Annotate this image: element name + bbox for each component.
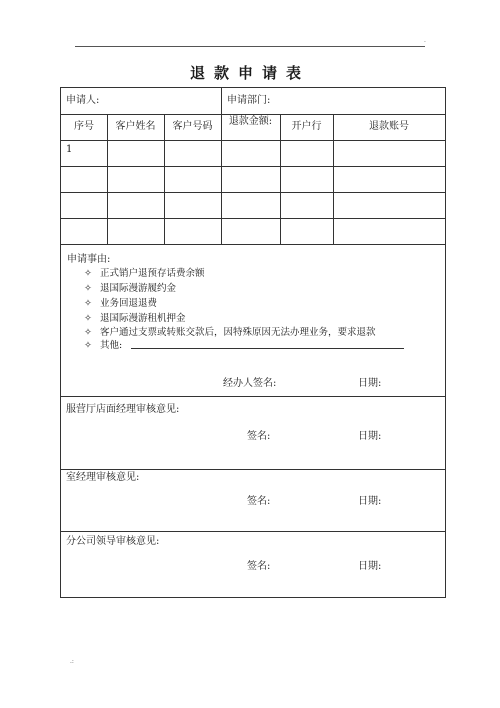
branch-leader-date-label: 日期:: [358, 561, 382, 572]
diamond-bullet-icon: ✧: [84, 268, 92, 279]
office-manager-sign-label: 签名:: [247, 496, 271, 507]
header-mark: .: [424, 37, 426, 44]
col-header-account: 退款账号: [369, 121, 409, 132]
reason-label: 申请事由:: [67, 254, 111, 265]
col-header-bank: 开户行: [291, 121, 322, 132]
handler-date-label: 日期:: [358, 378, 382, 389]
row-divider: [61, 192, 445, 193]
branch-leader-sign-label: 签名:: [247, 561, 271, 572]
col-header-customer-number: 客户号码: [172, 121, 213, 132]
reason-option: ✧ 正式销户退预存话费余额: [84, 268, 205, 279]
store-manager-date-label: 日期:: [358, 431, 382, 442]
col-divider: [164, 114, 165, 244]
branch-leader-review-label: 分公司领导审核意见:: [66, 536, 160, 547]
row-divider: [61, 396, 445, 397]
row-divider: [61, 244, 445, 245]
row-divider: [61, 140, 445, 141]
diamond-bullet-icon: ✧: [84, 283, 92, 294]
store-manager-sign-label: 签名:: [247, 431, 271, 442]
reason-option: ✧ 退国际漫游履约金: [84, 283, 177, 294]
col-header-index: 序号: [74, 121, 94, 132]
reason-option: ✧ 业务回退退费: [84, 298, 158, 309]
col-divider: [221, 88, 222, 114]
row-divider: [61, 166, 445, 167]
row-divider: [61, 218, 445, 219]
col-divider: [107, 114, 108, 244]
applicant-label: 申请人:: [66, 95, 100, 106]
header-rule: [75, 46, 425, 47]
diamond-bullet-icon: ✧: [84, 340, 92, 351]
col-header-refund-amount: 退款金额:: [228, 116, 273, 127]
other-reason-line: [131, 348, 404, 349]
diamond-bullet-icon: ✧: [84, 313, 92, 324]
row-divider: [61, 114, 445, 115]
row-divider: [61, 531, 445, 532]
table-cell-index: 1: [66, 144, 73, 155]
col-header-customer-name: 客户姓名: [115, 121, 156, 132]
row-divider: [61, 469, 445, 470]
department-label: 申请部门:: [227, 95, 271, 106]
diamond-bullet-icon: ✧: [84, 298, 92, 309]
form-title: 退款申请表: [189, 64, 310, 82]
diamond-bullet-icon: ✧: [84, 327, 92, 338]
refund-form: [60, 87, 446, 598]
reason-option: ✧ 退国际漫游租机押金: [84, 313, 186, 324]
office-manager-review-label: 室经理审核意见:: [66, 472, 140, 483]
reason-option: ✧ 客户通过支票或转账交款后，因特殊原因无法办理业务，要求退款: [84, 327, 376, 338]
reason-option-other: ✧ 其他:: [84, 340, 123, 351]
col-divider: [221, 114, 222, 244]
footer-mark: .:: [70, 658, 74, 665]
col-divider: [333, 114, 334, 244]
col-divider: [280, 114, 281, 244]
store-manager-review-label: 服营厅店面经理审核意见:: [66, 404, 180, 415]
office-manager-date-label: 日期:: [358, 496, 382, 507]
handler-sign-label: 经办人签名:: [223, 378, 277, 389]
